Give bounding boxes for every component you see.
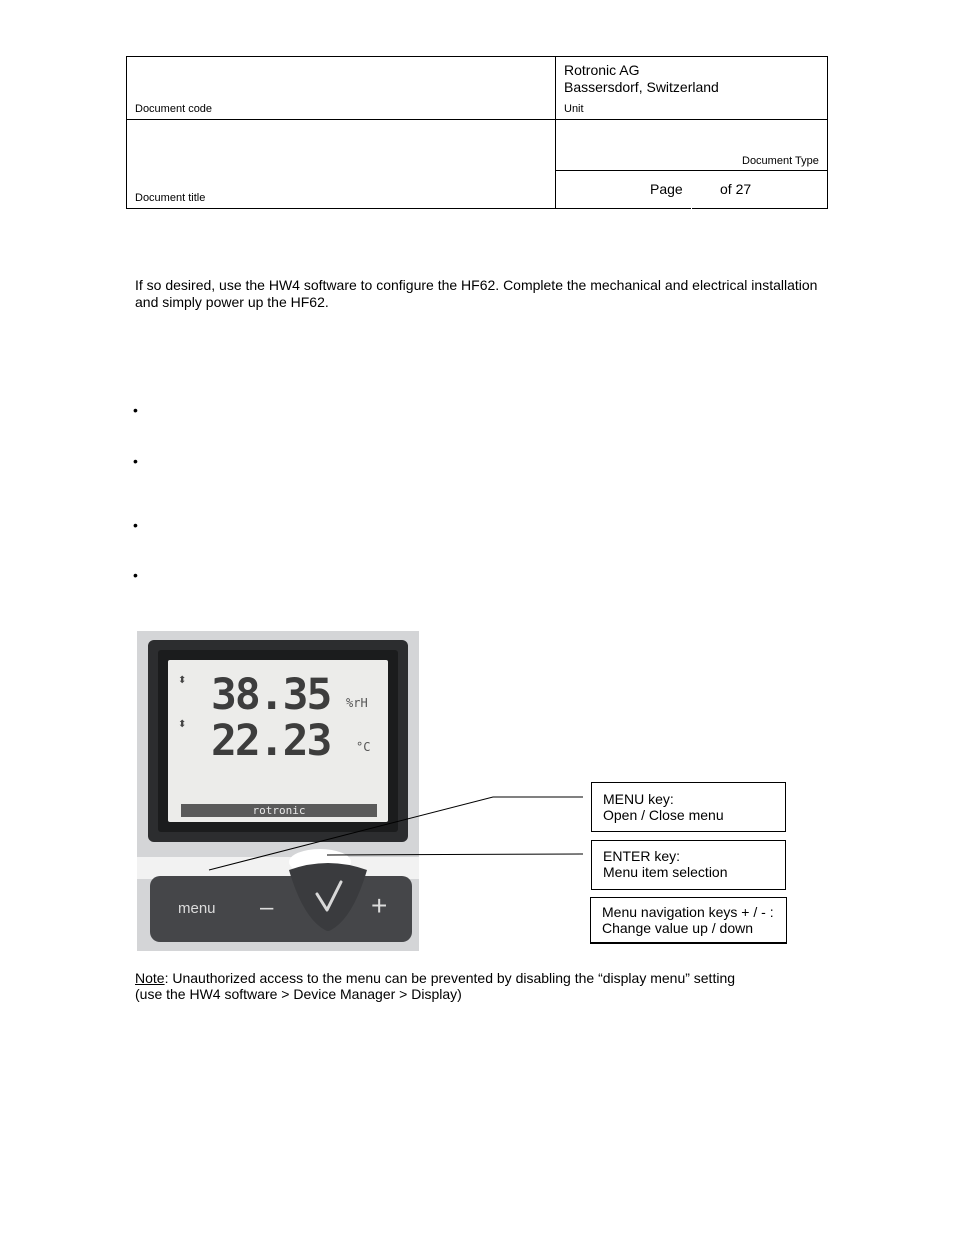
company-location: Bassersdorf, Switzerland [564, 79, 719, 95]
bullet-2: • [133, 453, 138, 469]
note-line-1 [135, 970, 835, 986]
page-label: Page [650, 181, 683, 197]
bullet-4: • [133, 567, 138, 583]
bullet-3: • [133, 517, 138, 533]
note-line-1-text: : Unauthorized access to the menu can be prevented by disabling the “display menu” setting [164, 970, 736, 986]
bullet-1: • [133, 402, 138, 418]
enter-key-callout-title: ENTER key: [603, 848, 681, 864]
menu-key-callout-title: MENU key: [603, 791, 674, 807]
menu-key-callout [591, 782, 786, 832]
menu-key-callout-desc: Open / Close menu [603, 807, 724, 823]
document-type-label: Document Type [742, 155, 819, 167]
nav-keys-callout-title: Menu navigation keys + / - : [602, 904, 774, 920]
unit-label: Unit [564, 103, 584, 115]
note-line-2: (use the HW4 software > Device Manager > Display) [135, 986, 462, 1002]
minus-key[interactable]: – [260, 894, 274, 921]
page-total: of 27 [720, 181, 752, 197]
temperature-scroll-icon: ⬍ [178, 719, 187, 730]
nav-keys-callout [590, 897, 787, 944]
humidity-unit: %rH [346, 696, 368, 710]
document-code-label: Document code [135, 103, 213, 115]
note-label: Note [135, 970, 165, 986]
temperature-value: 22.23 [211, 716, 331, 766]
enter-key-callout-desc: Menu item selection [603, 864, 728, 880]
nav-keys-callout-desc: Change value up / down [602, 920, 753, 936]
humidity-scroll-icon: ⬍ [178, 675, 187, 686]
enter-key-callout [591, 840, 786, 890]
brand-bar: rotronic [181, 804, 377, 817]
plus-key[interactable]: + [371, 890, 388, 921]
menu-key[interactable]: menu [178, 900, 216, 917]
menu-access-note [135, 970, 835, 1002]
document-title-label: Document title [135, 192, 206, 204]
company-name: Rotronic AG [564, 62, 640, 78]
intro-line-1: If so desired, use the HW4 software to configure the HF62. Complete the mechanical and electrical installation [135, 277, 818, 293]
humidity-value: 38.35 [211, 670, 331, 720]
temperature-unit: °C [356, 740, 371, 754]
intro-line-2: and simply power up the HF62. [135, 294, 329, 310]
